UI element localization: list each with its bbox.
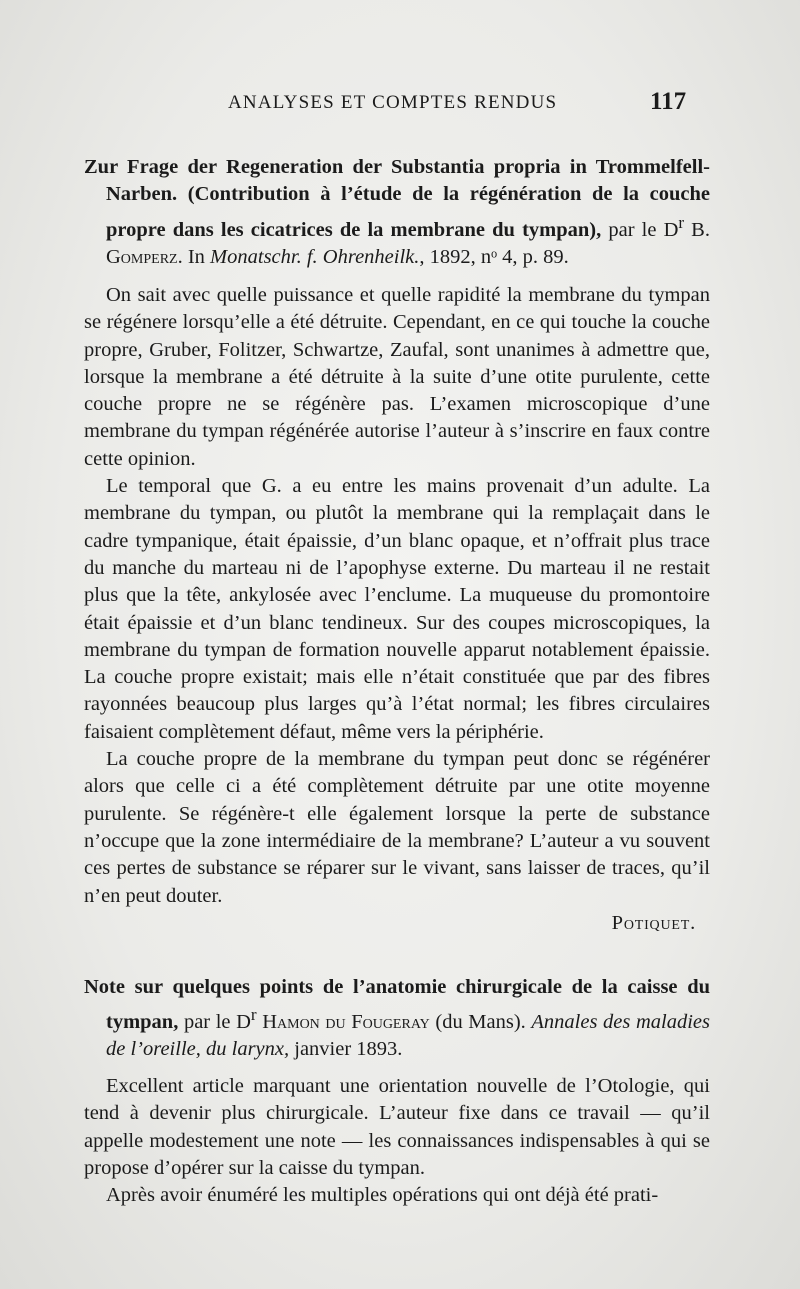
article-1-doctor-sup: r [678, 212, 685, 232]
article-1-body [84, 282, 710, 937]
article-2-paragraph: Excellent article marquant une orientation nouvelle de l’Otologie, qui tend à devenir plus chirurgicale. L’auteur fixe dans ce travail — qu’il appelle modestement une note — les connaissances indispensables à qui se propose d’opérer sur la caisse du tympan. [84, 1075, 710, 1179]
article-1-paragraph: On sait avec quelle puissance et quelle rapidité la membrane du tympan se régénere lorsqu’elle a été détruite. Cependant, en ce qui touche la couche propre, Gruber, Folitzer, Schwartze, Zaufal, sont unanimes à admettre que, lorsque la membrane a été détruite à la suite d’une otite purulente, cette couche propre ne se régénère pas. L’examen microscopique d’une membrane du tympan régénérée autorise l’auteur à s’inscrire en faux contre cette opinion. [84, 284, 710, 470]
article-2-title [84, 974, 710, 1064]
article-1-title-main: Zur Frage der Regeneration der Substantia propria in Trommelfell-Narben. (Contribution à l’étude de la régénération de la couche propre dans les cicatrices de la membrane du tympan), [84, 156, 710, 241]
article-2-paragraph: Après avoir énuméré les multiples opérations qui ont déjà été prati- [106, 1184, 659, 1207]
article-2-place: (du Mans). [429, 1011, 532, 1034]
article-1-author: B. Gomperz. [106, 218, 710, 268]
article-2-par-le: par le D [178, 1011, 251, 1034]
article-1-title [84, 154, 710, 271]
article-2-title-main: Note sur quelques points de l’anatomie chirurgicale de la caisse du tympan, [84, 976, 710, 1034]
article-2-date: janvier 1893. [289, 1038, 403, 1061]
running-head: ANALYSES ET COMPTES RENDUS [228, 92, 558, 113]
article-1-in: In [182, 245, 211, 268]
article-2-doctor-sup: r [250, 1005, 257, 1025]
article-1-journal: Monatschr. f. Ohrenheilk. [210, 245, 420, 268]
article-1-paragraph: Le temporal que G. a eu entre les mains provenait d’un adulte. La membrane du tympan, ou plutôt la membrane qui la remplaçait dans le cadre tympanique, était épaissie, d’un blanc opaque, et n’offrait plus trace du manche du marteau ni de l’apophyse externe. Du marteau il ne restait plus que la tête, ankylosée avec l’enclume. La muqueuse du promontoire était épaissie et d’un blanc tendineux. Sur des coupes microscopiques, la membrane du tympan de formation nouvelle apparut notablement épaissie. La couche propre existait; mais elle n’était constituée que par des fibres rayonnées beaucoup plus larges qu’à l’état normal; les fibres circulaires faisaient complètement défaut, même vers la périphérie. [84, 475, 710, 743]
article-1-citation: , 1892, nᵒ 4, p. 89. [419, 245, 569, 268]
article-1-paragraph: La couche propre de la membrane du tympan peut donc se régénérer alors que celle ci a été complètement détruite par une otite moyenne purulente. Se régénère-t elle également lorsque la perte de substance n’occupe que la zone intermédiaire de la membrane? L’auteur a vu souvent ces pertes de substance se réparer sur le vivant, sans laisser de traces, qu’il n’en peut douter. [84, 748, 710, 907]
article-2-journal: Annales des maladies de l’oreille, du larynx, [106, 1011, 710, 1061]
article-2-author: Hamon du Fougeray [256, 1011, 430, 1034]
page-number: 117 [650, 88, 687, 115]
article-2-body [84, 1073, 710, 1209]
page-header [0, 88, 800, 122]
article-1-signature: Potiquet. [611, 911, 696, 934]
article-1-par-le: par le D [601, 218, 679, 241]
